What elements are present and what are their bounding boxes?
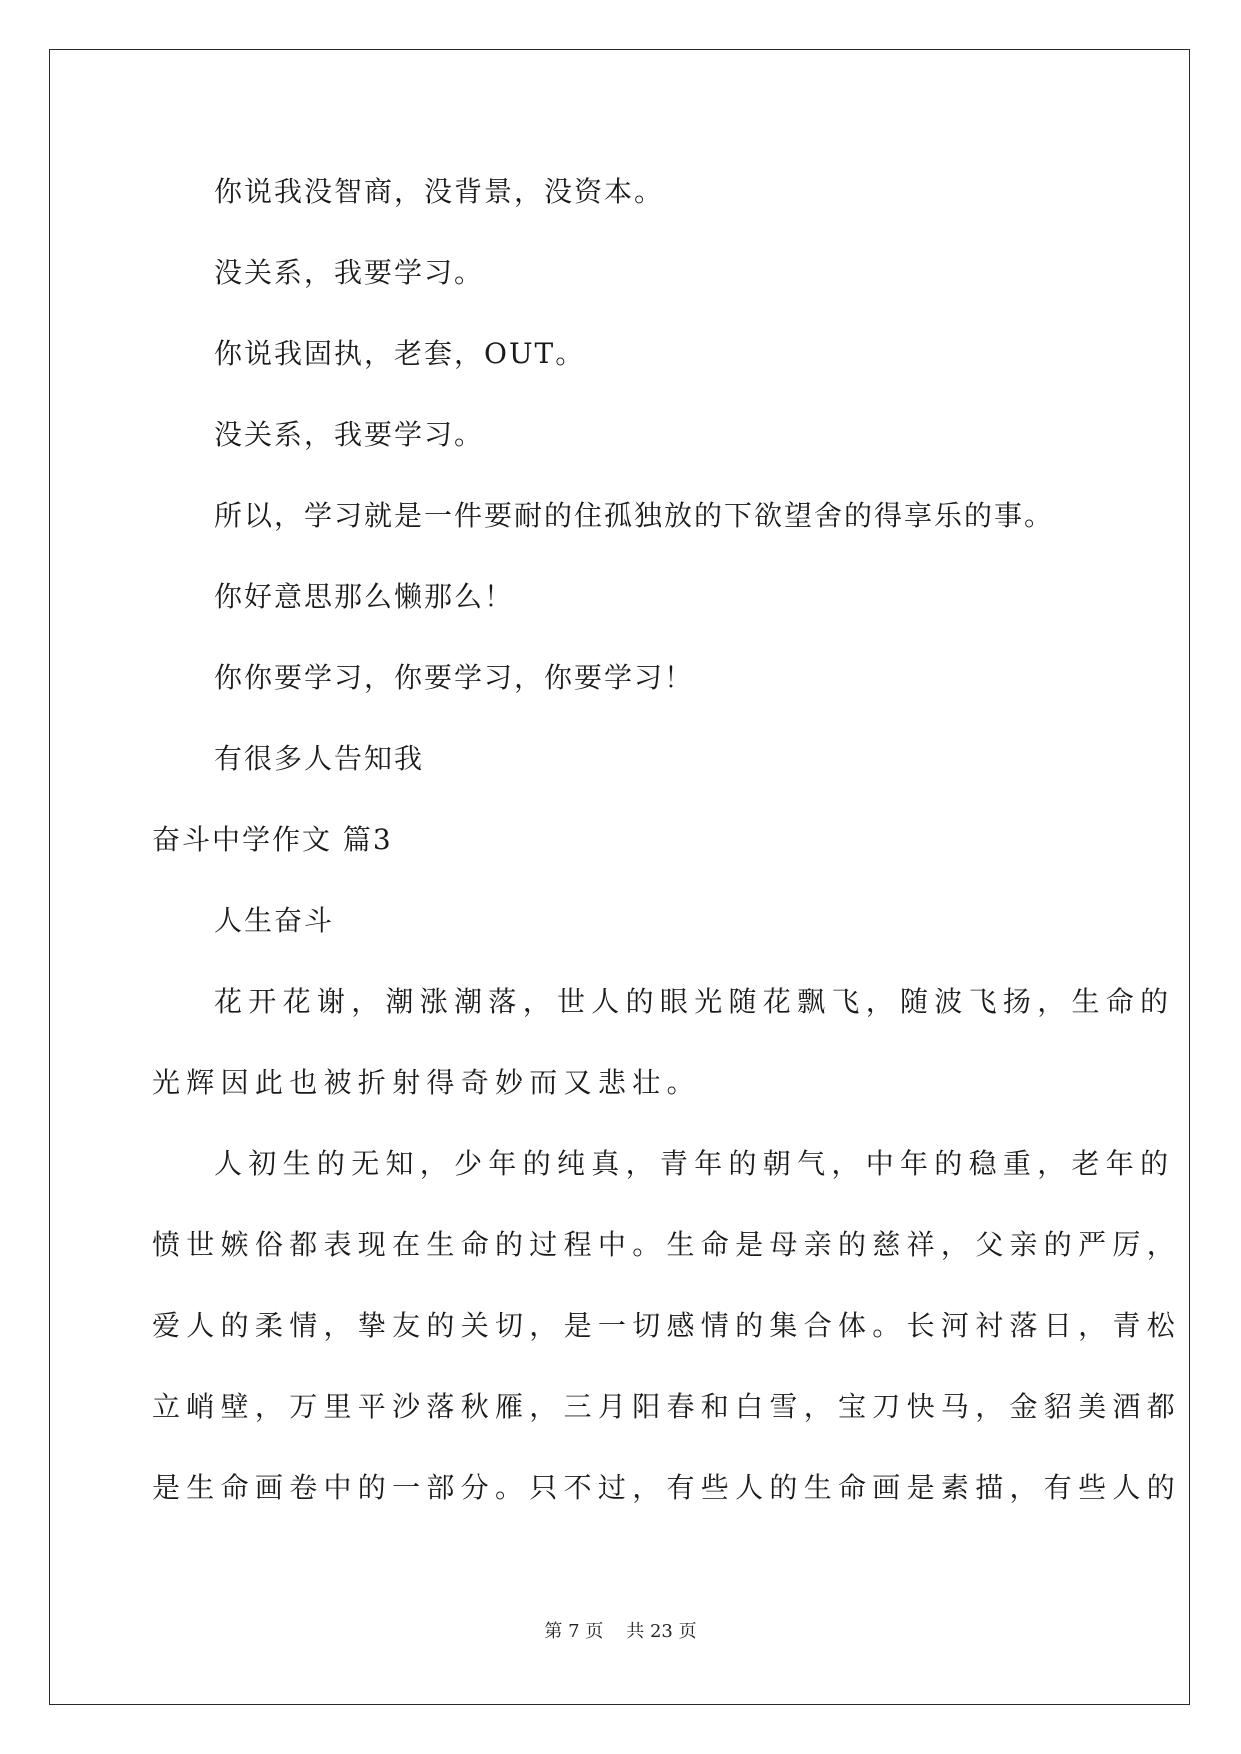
paragraph-line: 愤世嫉俗都表现在生命的过程中。生命是母亲的慈祥，父亲的严厉， <box>152 1228 1182 1261</box>
section-heading: 奋斗中学作文 篇3 <box>152 823 393 856</box>
paragraph-line: 有很多人告知我 <box>214 742 425 775</box>
paragraph-line: 花开花谢，潮涨潮落，世人的眼光随花飘飞，随波飞扬，生命的 <box>214 985 1175 1018</box>
paragraph-line: 是生命画卷中的一部分。只不过，有些人的生命画是素描，有些人的 <box>152 1471 1182 1504</box>
paragraph-line: 爱人的柔情，挚友的关切，是一切感情的集合体。长河衬落日，青松 <box>152 1309 1182 1342</box>
paragraph-line: 人初生的无知，少年的纯真，青年的朝气，中年的稳重，老年的 <box>214 1147 1175 1180</box>
paragraph-line: 没关系，我要学习。 <box>214 256 485 289</box>
paragraph-line: 你你要学习，你要学习，你要学习！ <box>214 661 695 694</box>
paragraph-line: 你好意思那么懒那么！ <box>214 580 515 613</box>
page-border <box>49 49 1190 1705</box>
page-footer <box>0 1620 1241 1644</box>
paragraph-line: 立峭壁，万里平沙落秋雁，三月阳春和白雪，宝刀快马，金貂美酒都 <box>152 1390 1182 1423</box>
paragraph-line: 你说我固执，老套，OUT。 <box>214 337 586 370</box>
page-number: 第 7 页 <box>544 1621 604 1642</box>
paragraph-line: 光辉因此也被折射得奇妙而又悲壮。 <box>152 1066 701 1099</box>
paragraph-line: 你说我没智商，没背景，没资本。 <box>214 175 665 208</box>
total-pages: 共 23 页 <box>626 1621 697 1642</box>
essay-title: 人生奋斗 <box>214 904 335 937</box>
paragraph-line: 没关系，我要学习。 <box>214 418 485 451</box>
paragraph-line: 所以，学习就是一件要耐的住孤独放的下欲望舍的得享乐的事。 <box>214 499 1055 532</box>
